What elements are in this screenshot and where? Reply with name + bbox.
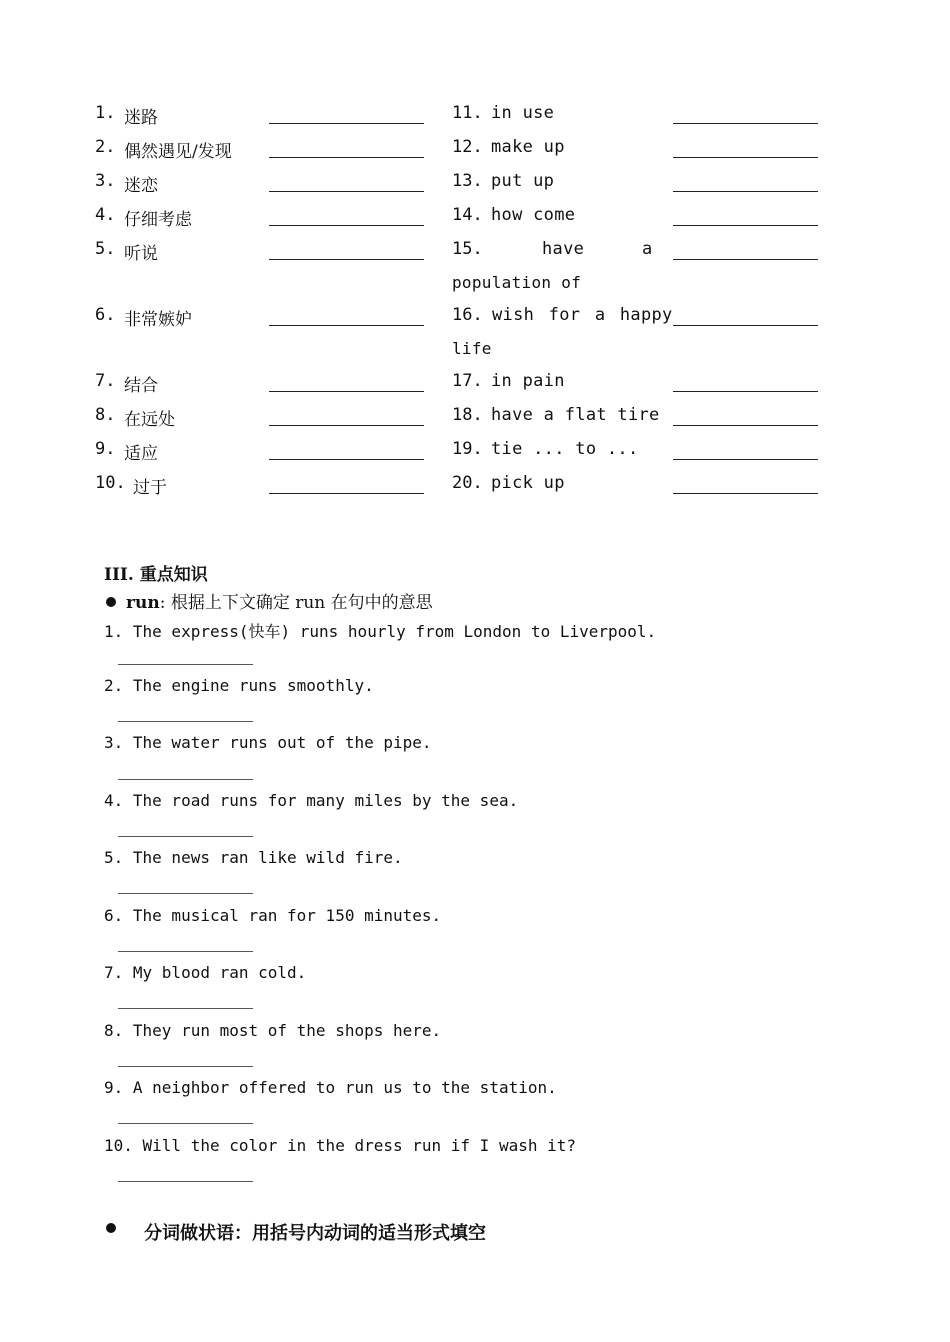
vocab-num: 6. bbox=[95, 305, 116, 325]
sentence-item: 4. The road runs for many miles by the sea. bbox=[104, 791, 519, 810]
answer-blank[interactable] bbox=[269, 190, 424, 192]
vocab-term: have a flat tire bbox=[491, 405, 660, 425]
vocab-num: 5. bbox=[95, 239, 116, 259]
vocab-term: 迷恋 bbox=[124, 176, 158, 196]
answer-blank[interactable] bbox=[673, 156, 818, 158]
answer-blank[interactable] bbox=[118, 664, 253, 665]
vocab-term: 听说 bbox=[124, 244, 158, 264]
sentence-item: 9. A neighbor offered to run us to the station. bbox=[104, 1078, 557, 1097]
answer-blank[interactable] bbox=[269, 424, 424, 426]
vocab-num: 8. bbox=[95, 405, 116, 425]
answer-blank[interactable] bbox=[269, 258, 424, 260]
answer-blank[interactable] bbox=[673, 224, 818, 226]
answer-blank[interactable] bbox=[118, 1008, 253, 1009]
vocab-term-continuation: population of bbox=[452, 273, 582, 292]
bullet-run bbox=[106, 588, 433, 613]
vocab-num: 10. bbox=[95, 473, 126, 493]
vocab-num: 16. bbox=[452, 305, 483, 325]
vocab-num: 18. bbox=[452, 405, 483, 425]
vocab-term: 过于 bbox=[133, 478, 167, 498]
vocab-num: 12. bbox=[452, 137, 483, 157]
answer-blank[interactable] bbox=[673, 324, 818, 326]
vocab-num: 19. bbox=[452, 439, 483, 459]
answer-blank[interactable] bbox=[118, 1123, 253, 1124]
bullet-instruction: 分词做状语：用括号内动词的适当形式填空 bbox=[144, 1223, 486, 1244]
vocab-num: 4. bbox=[95, 205, 116, 225]
vocab-term: 偶然遇见/发现 bbox=[124, 142, 232, 162]
answer-blank[interactable] bbox=[673, 458, 818, 460]
vocab-term-part: a bbox=[642, 239, 653, 259]
vocab-num: 14. bbox=[452, 205, 483, 225]
sentence-item: 7. My blood ran cold. bbox=[104, 963, 307, 982]
answer-blank[interactable] bbox=[673, 390, 818, 392]
answer-blank[interactable] bbox=[118, 1066, 253, 1067]
vocab-term: 结合 bbox=[124, 376, 158, 396]
vocab-term: 非常嫉妒 bbox=[124, 310, 192, 330]
answer-blank[interactable] bbox=[118, 893, 253, 894]
section-title: III. 重点知识 bbox=[104, 565, 208, 585]
sentence-item: 8. They run most of the shops here. bbox=[104, 1021, 442, 1040]
answer-blank[interactable] bbox=[673, 424, 818, 426]
vocab-num: 15. bbox=[452, 239, 483, 259]
answer-blank[interactable] bbox=[673, 492, 818, 494]
answer-blank[interactable] bbox=[673, 258, 818, 260]
answer-blank[interactable] bbox=[118, 951, 253, 952]
vocab-num: 20. bbox=[452, 473, 483, 493]
vocab-term-continuation: life bbox=[452, 339, 492, 358]
vocab-term-part: have bbox=[542, 239, 585, 259]
sentence-item: 10. Will the color in the dress run if I wash it? bbox=[104, 1136, 577, 1155]
vocab-term: make up bbox=[491, 137, 565, 157]
answer-blank[interactable] bbox=[269, 492, 424, 494]
answer-blank[interactable] bbox=[269, 156, 424, 158]
answer-blank[interactable] bbox=[269, 122, 424, 124]
vocab-term: how come bbox=[491, 205, 576, 225]
answer-blank[interactable] bbox=[118, 836, 253, 837]
vocab-term: in use bbox=[491, 103, 555, 123]
answer-blank[interactable] bbox=[269, 458, 424, 460]
answer-blank[interactable] bbox=[673, 122, 818, 124]
answer-blank[interactable] bbox=[118, 779, 253, 780]
vocab-term: 迷路 bbox=[124, 108, 158, 128]
answer-blank[interactable] bbox=[269, 324, 424, 326]
bullet-participle bbox=[106, 1219, 486, 1245]
vocab-num: 13. bbox=[452, 171, 483, 191]
bullet-keyword: run bbox=[126, 593, 160, 613]
vocab-term: put up bbox=[491, 171, 555, 191]
vocab-num: 2. bbox=[95, 137, 116, 157]
sentence-item: 1. The express(快车) runs hourly from London to Liverpool. bbox=[104, 622, 657, 641]
vocab-num: 17. bbox=[452, 371, 483, 391]
sentence-item: 6. The musical ran for 150 minutes. bbox=[104, 906, 442, 925]
bullet-icon bbox=[106, 597, 116, 607]
vocab-term: 仔细考虑 bbox=[124, 210, 192, 230]
answer-blank[interactable] bbox=[118, 721, 253, 722]
vocab-num: 11. bbox=[452, 103, 483, 123]
answer-blank[interactable] bbox=[269, 390, 424, 392]
sentence-item: 5. The news ran like wild fire. bbox=[104, 848, 403, 867]
vocab-term: 适应 bbox=[124, 444, 158, 464]
vocab-term: pick up bbox=[491, 473, 565, 493]
vocab-term: 在远处 bbox=[124, 410, 175, 430]
vocab-num: 3. bbox=[95, 171, 116, 191]
sentence-item: 3. The water runs out of the pipe. bbox=[104, 733, 432, 752]
bullet-instruction: : 根据上下文确定 run 在句中的意思 bbox=[159, 593, 433, 613]
sentence-item: 2. The engine runs smoothly. bbox=[104, 676, 374, 695]
vocab-num: 7. bbox=[95, 371, 116, 391]
answer-blank[interactable] bbox=[673, 190, 818, 192]
vocab-term: in pain bbox=[491, 371, 565, 391]
answer-blank[interactable] bbox=[269, 224, 424, 226]
vocab-num: 9. bbox=[95, 439, 116, 459]
answer-blank[interactable] bbox=[118, 1181, 253, 1182]
bullet-icon bbox=[106, 1223, 116, 1233]
vocab-num: 1. bbox=[95, 103, 116, 123]
vocab-term: tie ... to ... bbox=[491, 439, 639, 459]
vocab-term: wish for a happy bbox=[492, 305, 673, 325]
